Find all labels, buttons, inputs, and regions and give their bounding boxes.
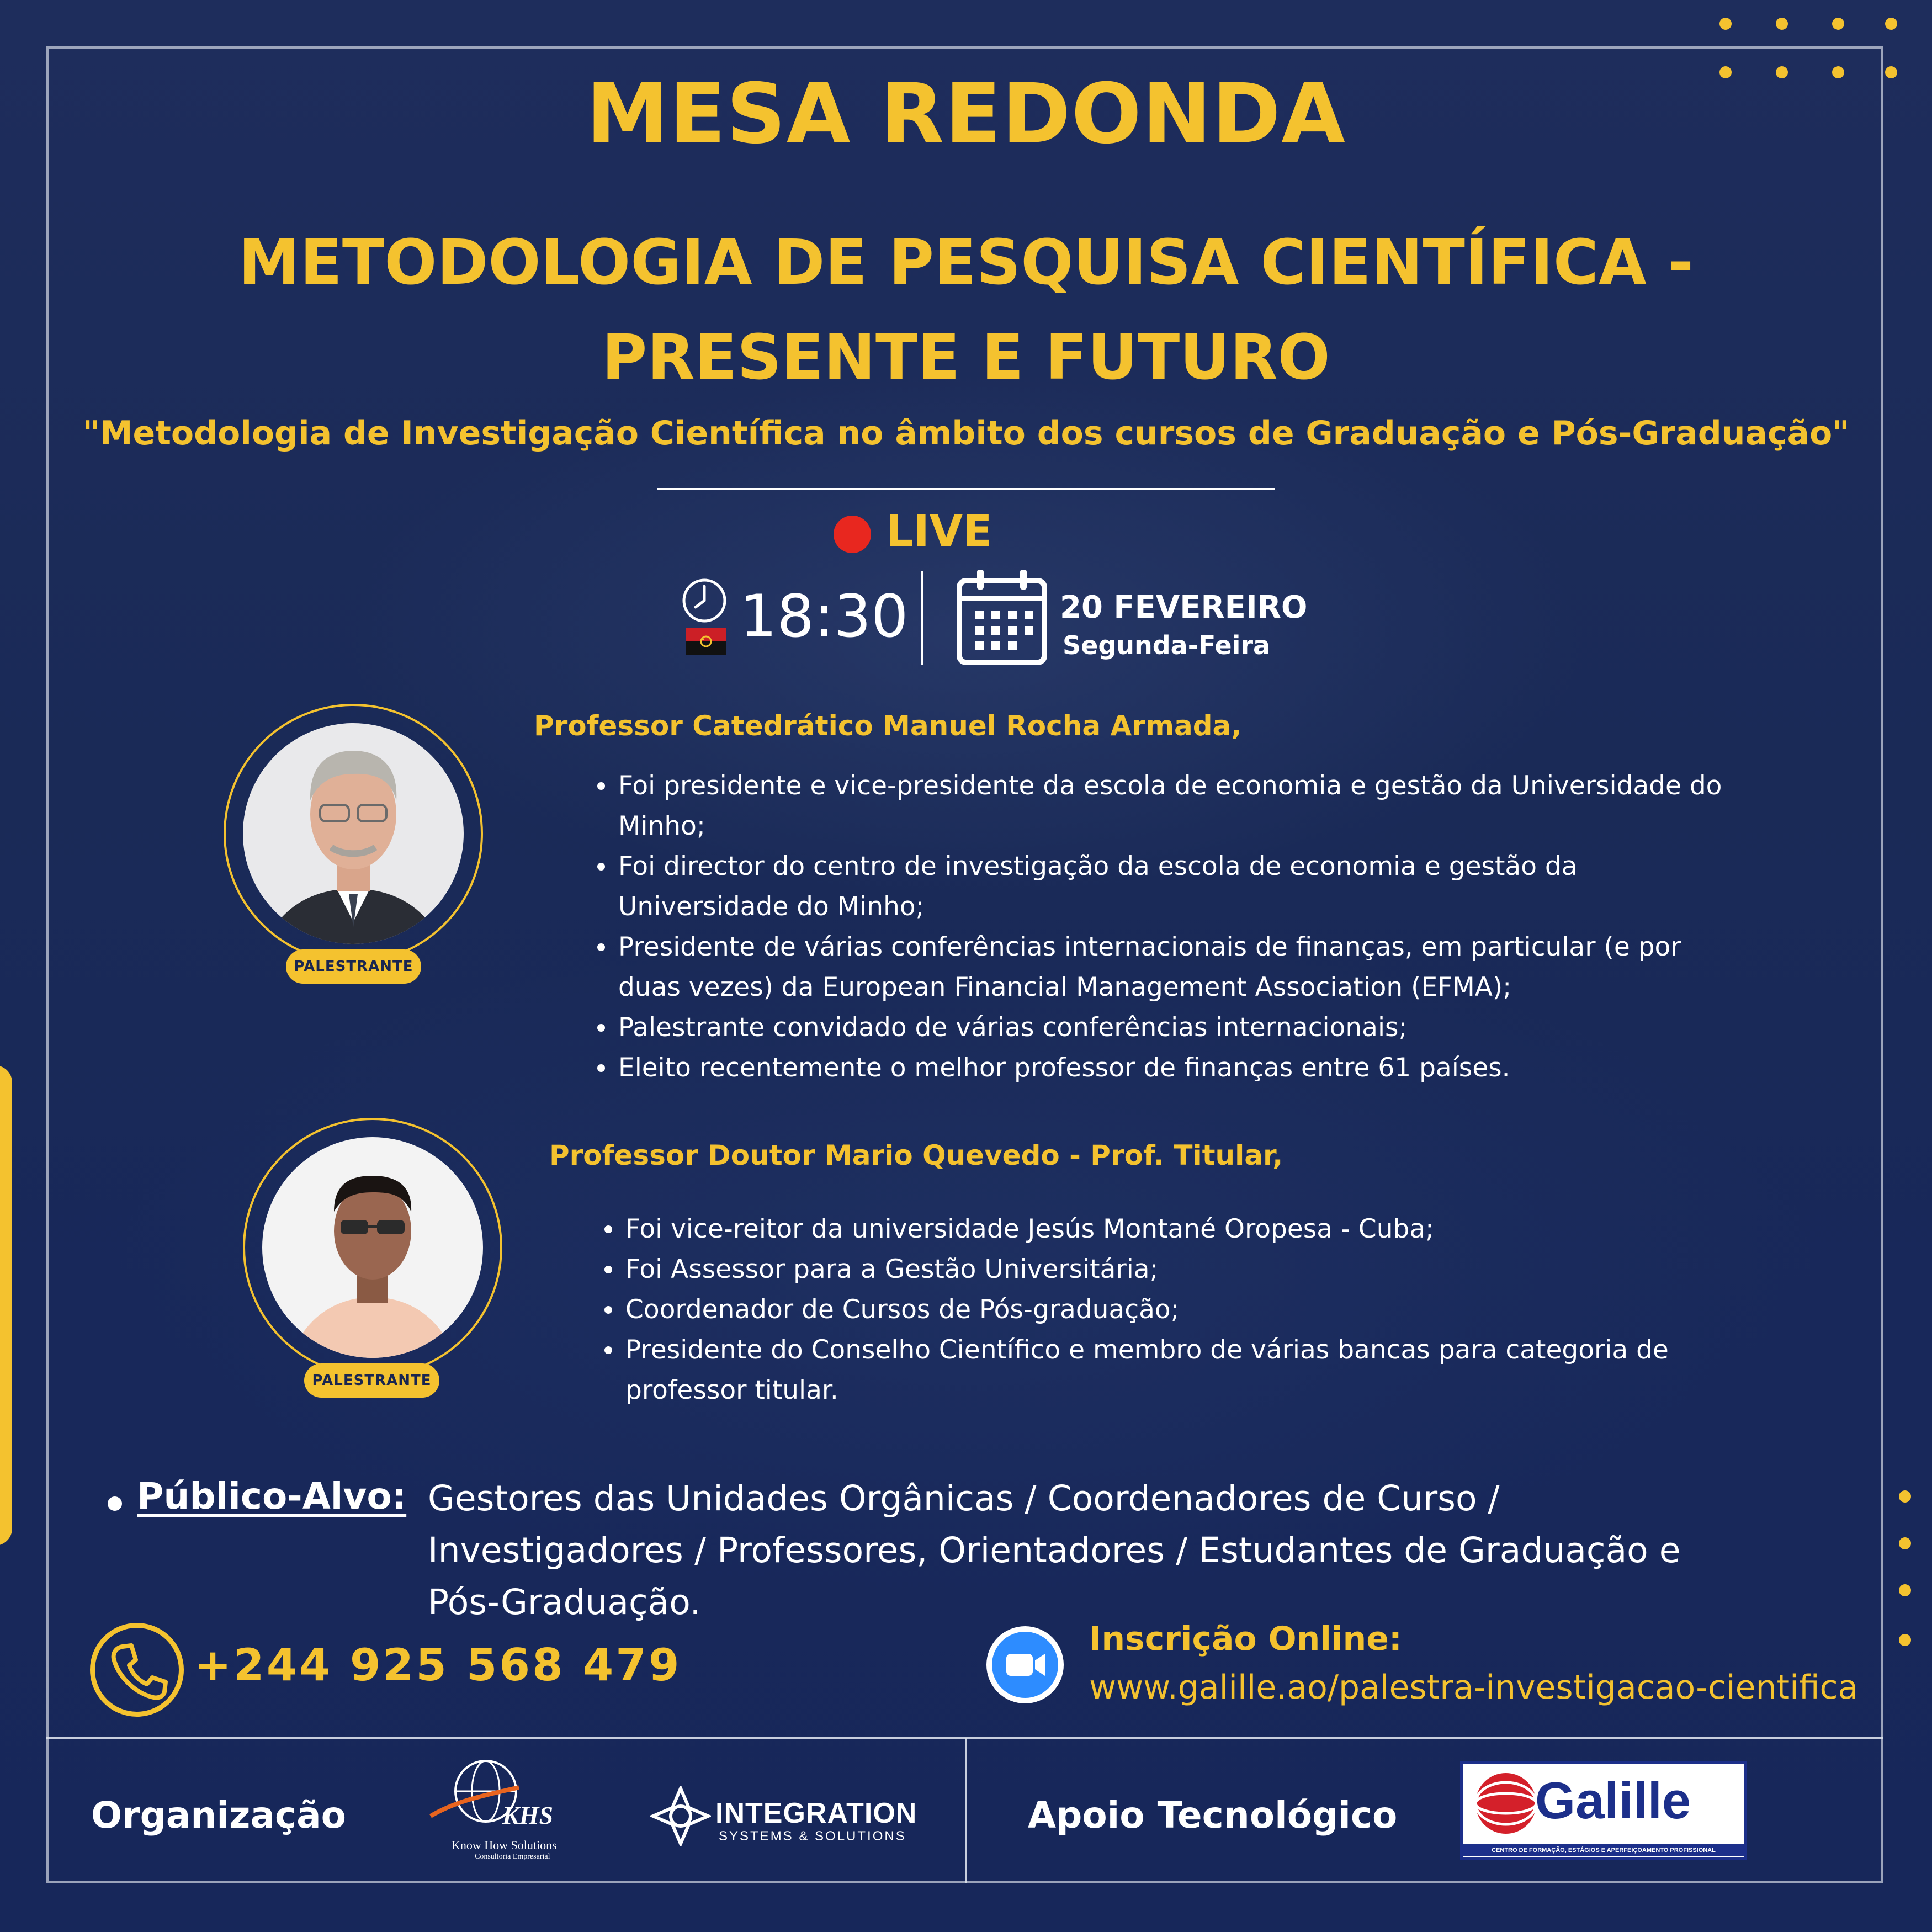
- galille-name: Galille: [1535, 1771, 1691, 1829]
- speaker-1-name: Professor Catedrático Manuel Rocha Armada,: [534, 710, 1242, 742]
- phone-icon: [90, 1623, 184, 1717]
- speaker-2-photo: [262, 1137, 483, 1358]
- bio-item: Eleito recentemente o melhor professor de finanças entre 61 países.: [597, 1048, 1729, 1088]
- galille-sub: CENTRO DE FORMAÇÃO, ESTÁGIOS E APERFEIÇOAMENTO PROFISSIONAL: [1463, 1844, 1744, 1856]
- live-indicator-icon: [834, 516, 871, 553]
- integration-logo: [650, 1780, 915, 1857]
- bio-item: Foi Assessor para a Gestão Universitária;: [604, 1249, 1725, 1289]
- speaker-2-name: Professor Doutor Mario Quevedo - Prof. Titular,: [549, 1139, 1283, 1171]
- decorative-side-tab: [0, 1065, 12, 1546]
- angola-flag-icon: [686, 628, 726, 655]
- decorative-dots-right: [1899, 1490, 1915, 1656]
- organization-label: Organização: [91, 1794, 346, 1837]
- event-weekday: Segunda-Feira: [1063, 630, 1271, 660]
- bio-item: Coordenador de Cursos de Pós-graduação;: [604, 1289, 1725, 1330]
- time-date-separator: [921, 571, 923, 665]
- speaker-1-bio: [597, 766, 1729, 1088]
- event-date: 20 FEVEREIRO: [1060, 590, 1308, 625]
- topic-line-2: PRESENTE E FUTURO: [602, 322, 1330, 394]
- khs-logo-text: KHS: [502, 1801, 554, 1829]
- event-topic: [0, 215, 1932, 405]
- video-camera-icon: [986, 1626, 1064, 1703]
- bio-item: Presidente do Conselho Científico e membro de várias bancas para categoria de professor titular.: [604, 1330, 1725, 1410]
- speaker-2-bio: [604, 1209, 1725, 1410]
- audience-label: Público-Alvo:: [137, 1475, 407, 1517]
- bio-item: Presidente de várias conferências internacionais de finanças, em particular (e por duas vezes) da European Financial Management Association (EFMA);: [597, 927, 1729, 1007]
- bio-item: Foi presidente e vice-presidente da escola de economia e gestão da Universidade do Minho;: [597, 766, 1729, 846]
- integration-name: INTEGRATION: [715, 1797, 917, 1829]
- topic-line-1: METODOLOGIA DE PESQUISA CIENTÍFICA -: [238, 227, 1694, 299]
- calendar-icon: [955, 569, 1049, 667]
- support-label: Apoio Tecnológico: [1028, 1794, 1398, 1837]
- galille-logo: [1460, 1761, 1747, 1860]
- speaker-1-badge: PALESTRANTE: [286, 949, 421, 984]
- phone-number[interactable]: +244 925 568 479: [194, 1639, 682, 1691]
- audience-text: Gestores das Unidades Orgânicas / Coordenadores de Curso / Investigadores / Professores, Orientadores / Estudantes de Graduação e Pós-Graduação.: [428, 1478, 1681, 1622]
- khs-logo: [425, 1755, 585, 1866]
- event-time: 18:30: [740, 582, 909, 650]
- live-label: LIVE: [886, 507, 992, 556]
- khs-name: Know How Solutions: [452, 1838, 557, 1852]
- speaker-2-avatar: [262, 1137, 483, 1358]
- bio-item: Foi vice-reitor da universidade Jesús Montané Oropesa - Cuba;: [604, 1209, 1725, 1249]
- khs-sub: Consultoria Empresarial: [475, 1853, 550, 1861]
- speaker-1-avatar: [243, 723, 464, 944]
- registration-link[interactable]: www.galille.ao/palestra-investigacao-cientifica: [1089, 1668, 1859, 1707]
- registration-label: Inscrição Online:: [1089, 1620, 1402, 1658]
- clock-icon: [681, 577, 728, 624]
- integration-sub: SYSTEMS & SOLUTIONS: [719, 1829, 906, 1844]
- speaker-1-photo: [243, 723, 464, 944]
- divider: [657, 488, 1275, 490]
- bio-item: Foi director do centro de investigação da escola de economia e gestão da Universidade do Minho;: [597, 846, 1729, 927]
- page-title: MESA REDONDA: [586, 66, 1346, 162]
- audience-bullet: [108, 1496, 122, 1511]
- speaker-2-badge: PALESTRANTE: [304, 1363, 439, 1398]
- event-subtitle: "Metodologia de Investigação Científica no âmbito dos cursos de Graduação e Pós-Graduação": [82, 414, 1850, 453]
- bio-item: Palestrante convidado de várias conferências internacionais;: [597, 1007, 1729, 1048]
- footer-separator: [965, 1738, 967, 1883]
